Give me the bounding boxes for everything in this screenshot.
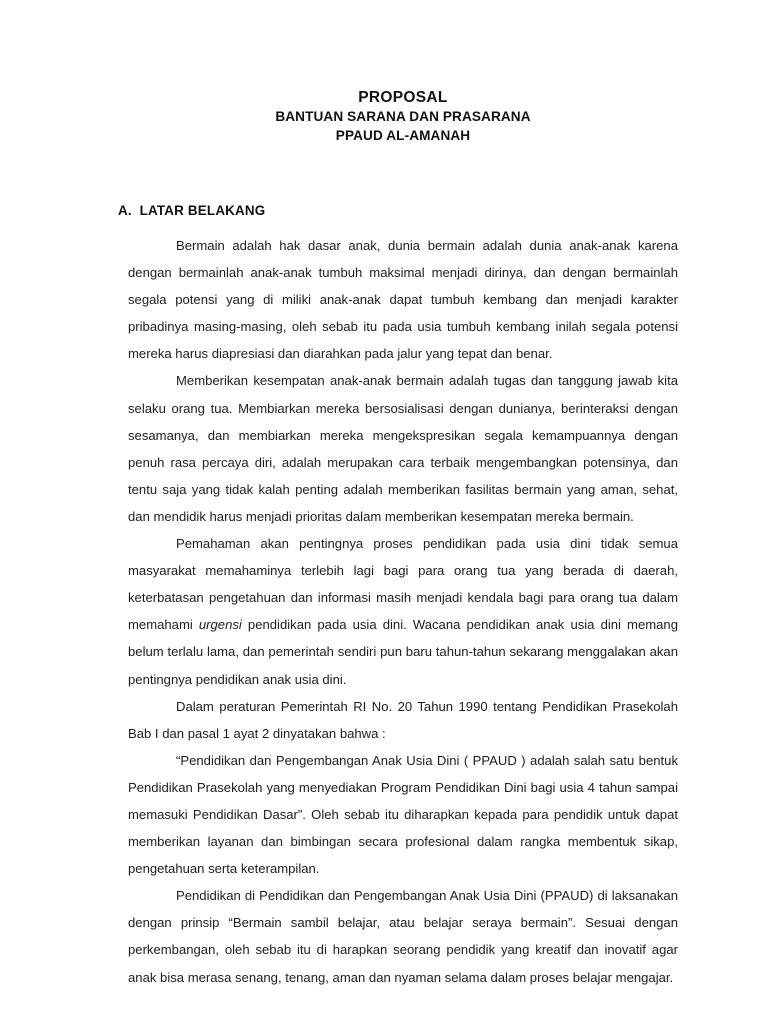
document-title: PROPOSAL: [358, 89, 448, 106]
paragraph-2: Memberikan kesempatan anak-anak bermain adalah tugas dan tanggung jawab kita selaku orang tua. Membiarkan mereka bersosialisasi dengan dunianya, berinteraksi dengan sesamanya, dan membiarkan mereka mengekspresikan segala kemampuannya dengan penuh rasa percaya diri, adalah merupakan cara terbaik mengembangkan potensinya, dan tentu saja yang tidak kalah penting adalah memberikan fasilitas bermain yang aman, sehat, dan mendidik harus menjadi prioritas dalam memberikan kesempatan mereka bermain.: [128, 373, 678, 524]
document-subtitle-line-2: PPAUD AL-AMANAH: [335, 128, 471, 144]
paragraph-3: [128, 530, 678, 693]
paragraph-3-text-before-emphasis: Pemahaman akan pentingnya proses pendidikan pada usia dini tidak semua masyarakat memahaminya terlebih lagi bagi para orang tua yang berada di daerah, keterbatasan pengetahuan dan informasi masih menjadi kendala bagi para orang tua dalam memahami: [128, 536, 678, 633]
paragraph-5-quotation-ppaud: “Pendidikan dan Pengembangan Anak Usia Dini ( PPAUD ) adalah salah satu bentuk Pendidikan Prasekolah yang menyediakan Program Pendidikan Dini bagi usia 4 tahun sampai memasuki Pendidikan Dasar”. Oleh sebab itu diharapkan kepada para pendidik untuk dapat memberikan layanan dan bimbingan secara profesional dalam rangka membentuk sikap, pengetahuan serta keterampilan.: [128, 752, 678, 877]
paragraph-3-text-after-emphasis: pendidikan pada usia dini. Wacana pendidikan anak usia dini memang belum terlalu lama, dan pemerintah sendiri pun baru tahun-tahun sekarang menggalakan akan pentingnya pendidikan anak usia dini.: [128, 617, 679, 687]
paragraph-6-prinsip-bermain: Pendidikan di Pendidikan dan Pengembangan Anak Usia Dini (PPAUD) di laksanakan dengan prinsip “Bermain sambil belajar, atau belajar seraya bermain”. Sesuai dengan perkembangan, oleh sebab itu di harapkan seorang pendidik yang kreatif dan inovatif agar anak bisa merasa senang, tenang, aman dan nyaman selama dalam proses belajar mengajar.: [128, 888, 678, 985]
document-body: [128, 232, 678, 991]
document-title-block: [128, 88, 678, 146]
paragraph-3-emphasis-urgensi: urgensi: [198, 617, 242, 633]
section-heading-latar-belakang: A. LATAR BELAKANG: [118, 203, 266, 218]
paragraph-1: Bermain adalah hak dasar anak, dunia bermain adalah dunia anak-anak karena dengan bermainlah anak-anak tumbuh maksimal menjadi dirinya, dan dengan bermainlah segala potensi yang di miliki anak-anak dapat tumbuh kembang dan menjadi karakter pribadinya masing-masing, oleh sebab itu pada usia tumbuh kembang inilah segala potensi mereka harus diapresiasi dan diarahkan pada jalur yang tepat dan benar.: [128, 238, 678, 362]
paragraph-4-peraturan-pemerintah: Dalam peraturan Pemerintah RI No. 20 Tahun 1990 tentang Pendidikan Prasekolah Bab I dan pasal 1 ayat 2 dinyatakan bahwa :: [128, 698, 678, 741]
document-subtitle-line-1: BANTUAN SARANA DAN PRASARANA: [275, 109, 531, 125]
